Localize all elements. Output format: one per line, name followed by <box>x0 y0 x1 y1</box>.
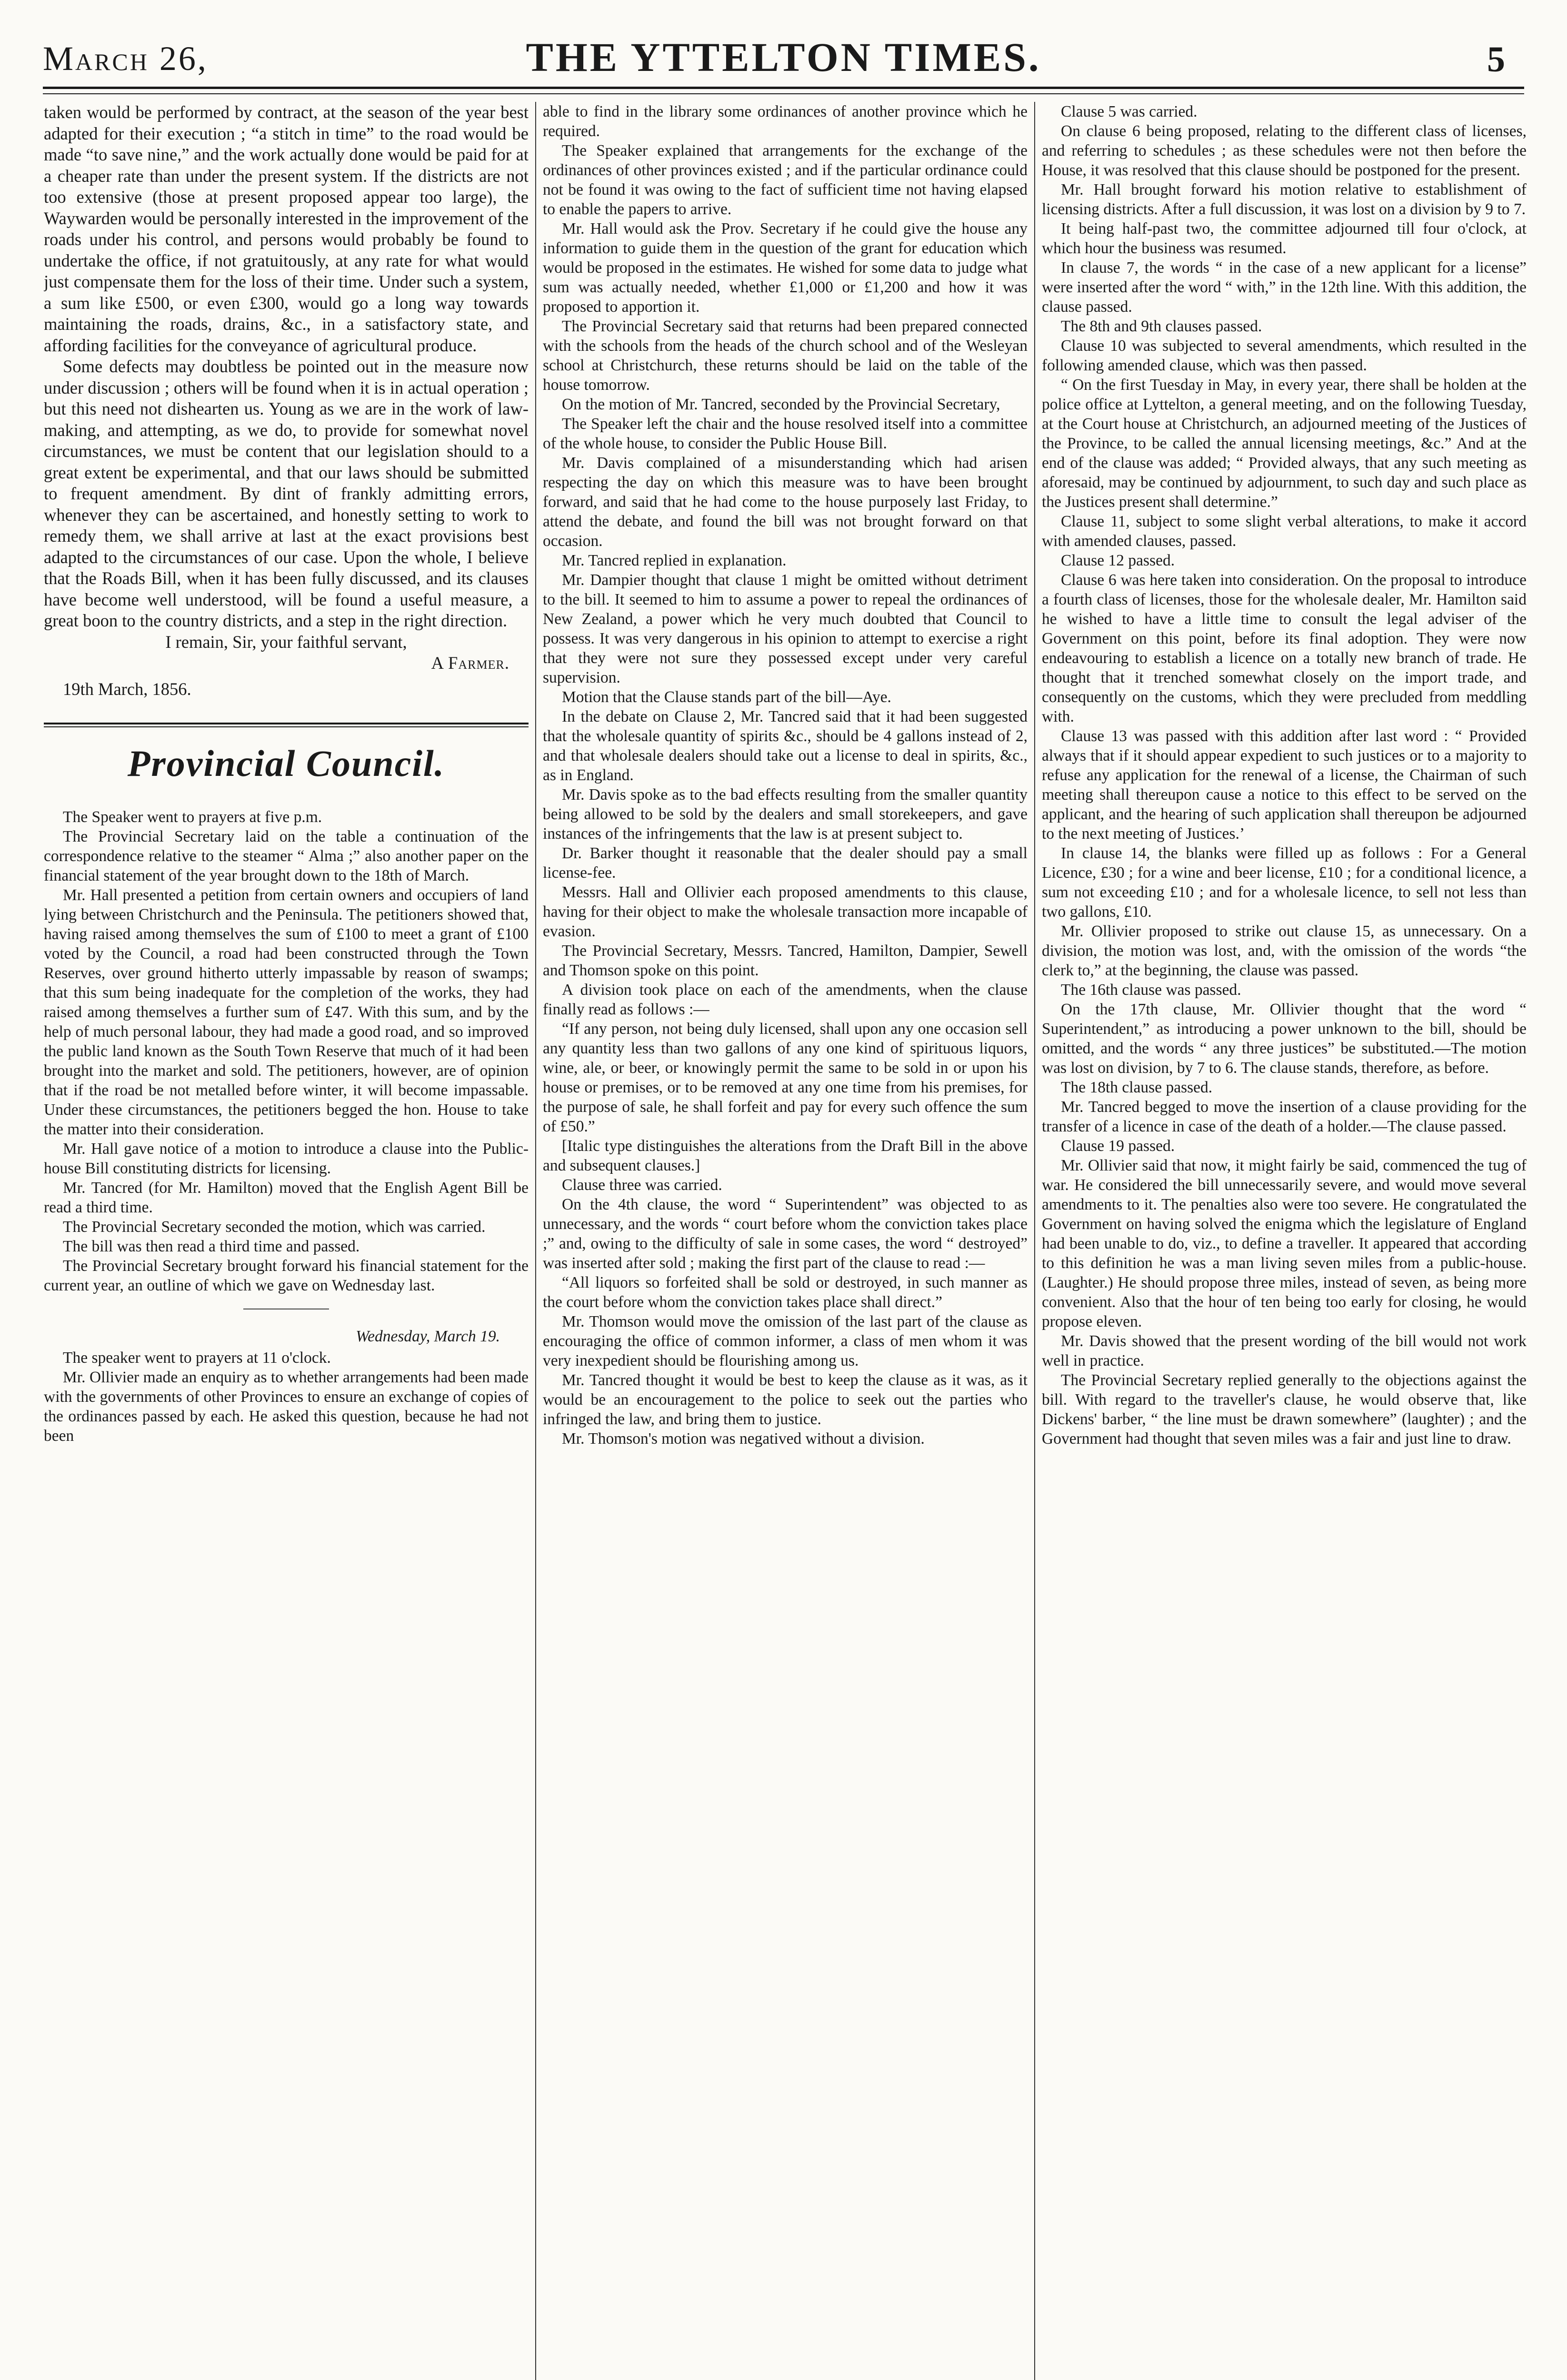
report-paragraph: Clause 12 passed. <box>1061 552 1175 569</box>
report-paragraph: The 16th clause was passed. <box>1061 981 1241 999</box>
column-1 <box>44 102 529 2380</box>
report-paragraph: The Provincial Secretary said that returns had been prepared connected with the schools from the heads of the church school and of the Wesleyan school at Christchurch, these returns should be laid on the table of the house tomorrow. <box>543 317 1028 394</box>
report-paragraph: Clause 11, subject to some slight verbal alterations, to make it accord with amended clauses, passed. <box>1042 513 1527 550</box>
report-paragraph: The 8th and 9th clauses passed. <box>1061 317 1262 335</box>
quoted-clause: “If any person, not being duly licensed, shall upon any one occasion sell any quantity less than two gallons of any one kind of spirituous liquors, wine, ale, or beer, or knowingly permit the same to be sold in or upon his house or premises, or to be removed at any one time from his premises, for the purpose of sale, he shall forfeit and pay for every such offence the sum of £50.” <box>543 1020 1028 1135</box>
council-paragraph: The Provincial Secretary laid on the table a continuation of the correspondence relative to the steamer “ Alma ;” also another paper on the financial statement of the year brought down to the 18th of March. <box>44 828 529 884</box>
column-divider-1 <box>535 102 536 2380</box>
masthead-rule-thick <box>43 87 1524 89</box>
report-paragraph: Mr. Ollivier said that now, it might fairly be said, commenced the tug of war. He considered the bill unnecessarily severe, and would move several amendments to it. The penalties also were too severe. He congratulated the Government on having solved the enigma which the legislature of England had been unable to do, viz., to define a traveller. It appeared that according to this definition he was a man living seven miles from a public-house. (Laughter.) He should propose three miles, instead of seven, as being more convenient. Also that the hour of ten being too early for closing, he would propose eleven. <box>1042 1157 1527 1330</box>
report-paragraph: Mr. Tancred thought it would be best to keep the clause as it was, as it would be an encouragement to the police to seek out the parties who infringed the law, and bring them to justice. <box>543 1371 1028 1428</box>
report-paragraph: The Provincial Secretary replied generally to the objections against the bill. With regard to the traveller's clause, he would observe that, like Dickens' barber, “ the line must be drawn somewhere” (laughter) ; and the Government had thought that seven miles was a fair and just line to draw. <box>1042 1371 1527 1448</box>
letter-paragraph-1: taken would be performed by contract, at the season of the year best adapted for their execution ; “a stitch in time” to the road would be made “to save nine,” and the work actually done would be paid for at a cheaper rate than under the present system. If the districts are not too extensive (those at present proposed appear too large), the Waywarden would be personally interested in the improvement of the roads under his control, and persons would probably be found to undertake the office, if not gratuitously, at any rate for what would just compensate them for the loss of their time. Under such a system, a sum like £500, or even £300, would go a long way towards maintaining the roads, drains, &c., in a satisfactory state, and affording facilities for the conveyance of agricultural produce. <box>44 102 529 355</box>
report-paragraph: A division took place on each of the amendments, when the clause finally read as follows :— <box>543 981 1028 1018</box>
council-paragraph: The Provincial Secretary brought forward his financial statement for the current year, an outline of which we gave on Wednesday last. <box>44 1257 529 1294</box>
report-paragraph: The Provincial Secretary, Messrs. Tancred, Hamilton, Dampier, Sewell and Thomson spoke on this point. <box>543 942 1028 979</box>
section-divider <box>44 723 529 724</box>
council-paragraph: The speaker went to prayers at 11 o'clock. <box>63 1349 331 1367</box>
report-paragraph: On the 4th clause, the word “ Superintendent” was objected to as unnecessary, and the words “ court before whom the conviction takes place ;” and, owing to the difficulty of sale in some cases, the word “ destroyed” was inserted after sold ; making the first part of the clause to read :— <box>543 1196 1028 1272</box>
report-paragraph: Mr. Davis complained of a misunderstanding which had arisen respecting the day on which this measure was to have been brought forward, and said that he had come to the house purposely last Friday, to attend the debate, and found the bill was not brought forward on that occasion. <box>543 454 1028 550</box>
report-paragraph: Messrs. Hall and Ollivier each proposed amendments to this clause, having for their object to make the wholesale transaction more incapable of evasion. <box>543 883 1028 940</box>
page-number: 5 <box>1487 40 1505 79</box>
report-paragraph: Mr. Thomson would move the omission of the last part of the clause as encouraging the office of common informer, a class of men whom it was very inexpedient should be flourishing among us. <box>543 1313 1028 1369</box>
report-paragraph: Mr. Davis spoke as to the bad effects resulting from the smaller quantity being allowed to be sold by the dealers and small storekeepers, and gave instances of the infringements that the law is at present subject to. <box>543 786 1028 843</box>
letter-date: 19th March, 1856. <box>63 679 191 699</box>
report-paragraph: Clause 6 was here taken into consideration. On the proposal to introduce a fourth class of licenses, those for the wholesale dealer, Mr. Hamilton said he wished to have a little time to consult the legal adviser of the Government on this point, before its final adoption. They were now endeavouring to establish a licence on a totally new branch of trade. He thought that it trenched somewhat closely on the import trade, and consequently on the customs, which they were precluded from meddling with. <box>1042 571 1527 725</box>
letter-signature: A Farmer. <box>431 653 509 673</box>
report-paragraph: In clause 7, the words “ in the case of a new applicant for a license” were inserted after the word “ with,” in the 12th line. With this addition, the clause passed. <box>1042 259 1527 316</box>
report-paragraph: Mr. Hall would ask the Prov. Secretary if he could give the house any information to guide them in the question of the grant for education which would be proposed in the estimates. He wished for some data to judge what sum was actually needed, whether £1,000 or £1,200 and how it was proposed to apportion it. <box>543 220 1028 316</box>
council-paragraph: The bill was then read a third time and passed. <box>63 1238 360 1255</box>
letter-paragraph-2: Some defects may doubtless be pointed out in the measure now under discussion ; others will be found when it is in actual operation ; but this need not dishearten us. Young as we are in the work of law-making, and attempting, as we do, to provide for somewhat novel circumstances, we must be content that our legislation should to a great extent be experimental, and that our laws should be submitted to frequent amendment. By dint of frankly admitting errors, whenever they can be ascertained, and honestly setting to work to remedy them, we shall arrive at last at the exact provisions best adapted to the circumstances of our case. Upon the whole, I believe that the Roads Bill, when it has been fully discussed, and its clauses have become well understood, will be found a useful measure, a great boon to the country districts, and a step in the right direction. <box>44 357 529 630</box>
report-paragraph: On clause 6 being proposed, relating to the different class of licenses, and referring to schedules ; as these schedules were not then before the House, it was resolved that this clause should be postponed for the present. <box>1042 122 1527 179</box>
report-paragraph: It being half-past two, the committee adjourned till four o'clock, at which hour the business was resumed. <box>1042 220 1527 257</box>
report-paragraph: On the motion of Mr. Tancred, seconded by the Provincial Secretary, <box>562 396 1000 413</box>
council-report <box>44 807 529 1446</box>
report-paragraph: Mr. Hall brought forward his motion relative to establishment of licensing districts. After a full discussion, it was lost on a division by 9 to 7. <box>1042 181 1527 218</box>
session-date: Wednesday, March 19. <box>356 1328 500 1345</box>
report-paragraph: Clause 13 was passed with this addition after last word : “ Provided always that if it should appear expedient to such justices or to a majority to refuse any application for the renewal of a license, the Chairman of such meeting shall thereupon cause a notice to this effect to be served on the applicant, and the hearing of such application shall thereupon be adjourned to the next meeting of Justices.’ <box>1042 727 1527 843</box>
report-paragraph: Clause three was carried. <box>562 1176 722 1194</box>
report-paragraph: Mr. Ollivier proposed to strike out clause 15, as unnecessary. On a division, the motion was lost, and, with the omission of the words “the clerk to,” at the beginning, the clause was passed. <box>1042 922 1527 979</box>
report-paragraph: The 18th clause passed. <box>1061 1079 1213 1096</box>
report-paragraph: able to find in the library some ordinances of another province which he required. <box>543 103 1028 140</box>
letter-closing: I remain, Sir, your faithful servant, <box>165 632 407 652</box>
report-paragraph: Mr. Davis showed that the present wording of the bill would not work well in practice. <box>1042 1332 1527 1369</box>
report-paragraph: Clause 10 was subjected to several amendments, which resulted in the following amended clause, which was then passed. <box>1042 337 1527 374</box>
council-paragraph: Mr. Ollivier made an enquiry as to whether arrangements had been made with the governments of other Provinces to ensure an exchange of copies of the ordinances passed by each. He asked this question, because he had not been <box>44 1368 529 1445</box>
section-heading: Provincial Council. <box>127 743 445 784</box>
report-paragraph: The Speaker explained that arrangements for the exchange of the ordinances of other provinces existed ; and if the particular ordinance could not be found it was owing to the fact of sufficient time not having elapsed to enable the papers to arrive. <box>543 142 1028 218</box>
quoted-clause: “All liquors so forfeited shall be sold or destroyed, in such manner as the court before whom the conviction takes place shall direct.” <box>543 1274 1028 1311</box>
editorial-note: [Italic type distinguishes the alterations from the Draft Bill in the above and subsequent clauses.] <box>543 1137 1028 1174</box>
report-paragraph: Clause 19 passed. <box>1061 1137 1175 1155</box>
council-paragraph: Mr. Hall gave notice of a motion to introduce a clause into the Public-house Bill constituting districts for licensing. <box>44 1140 529 1177</box>
report-paragraph: The Speaker left the chair and the house resolved itself into a committee of the whole house, to consider the Public House Bill. <box>543 415 1028 452</box>
report-paragraph: Motion that the Clause stands part of the bill—Aye. <box>562 688 891 706</box>
report-paragraph: In the debate on Clause 2, Mr. Tancred said that it had been suggested that the wholesale quantity of spirits &c., should be 4 gallons instead of 2, and that wholesale dealers should take out a license to deal in spirits, &c., as in England. <box>543 708 1028 784</box>
report-paragraph: Mr. Thomson's motion was negatived without a division. <box>562 1430 925 1448</box>
report-paragraph: In clause 14, the blanks were filled up as follows : For a General Licence, £30 ; for a wine and beer license, £10 ; for a conditional licence, a sum not exceeding £10 ; and for a wholesale licence, to sell not less than two gallons, £10. <box>1042 844 1527 921</box>
council-paragraph: The Provincial Secretary seconded the motion, which was carried. <box>63 1218 486 1236</box>
report-paragraph: Mr. Dampier thought that clause 1 might be omitted without detriment to the bill. It seemed to him to assume a power to repeal the ordinances of New Zealand, a power which he very much doubted that Council to possess. It was very dangerous in his opinion to attempt to exercise a right that they were not sure they possessed except under very careful supervision. <box>543 571 1028 686</box>
column-3 <box>1042 102 1527 2380</box>
report-paragraph: Dr. Barker thought it reasonable that the dealer should pay a small license-fee. <box>543 844 1028 882</box>
report-paragraph: Mr. Tancred begged to move the insertion of a clause providing for the transfer of a licence in case of the death of a holder.—The clause passed. <box>1042 1098 1527 1135</box>
report-paragraph: Clause 5 was carried. <box>1061 103 1198 120</box>
column-divider-2 <box>1034 102 1035 2380</box>
quoted-clause: “ On the first Tuesday in May, in every year, there shall be holden at the police office at Lyttelton, a general meeting, and on the following Tuesday, at the Court house at Christchurch, an adjourned meeting of the Justices of the Province, to be called the annual licensing meetings, &c.” And at the end of the clause was added; “ Provided always, that any such meeting as aforesaid, may be continued by adjournment, to such day and such place as the Justices present shall determine.” <box>1042 376 1527 511</box>
newspaper-title: THE YTTELTON TIMES. <box>526 34 1041 80</box>
council-paragraph: Mr. Hall presented a petition from certain owners and occupiers of land lying between Christchurch and the Peninsula. The petitioners showed that, having raised among themselves the sum of £100 to meet a grant of £100 voted by the Council, a road had been constructed through the Town Reserves, over ground hitherto utterly impassable by reason of swamps; that this sum being inadequate for the completion of the works, they had raised among themselves a further sum of £47. With this sum, and by the help of much personal labour, they had made a good road, and so improved the public land known as the South Town Reserve that much of it had been brought into the market and sold. The petitioners, however, are of opinion that if the road be not metalled before winter, it will become impassable. Under these circumstances, the petitioners begged the hon. House to take the matter into their consideration. <box>44 886 529 1138</box>
report-paragraph: Mr. Tancred replied in explanation. <box>562 552 787 569</box>
masthead-rule-thin <box>43 93 1524 94</box>
issue-date: March 26, <box>43 40 208 78</box>
council-paragraph: The Speaker went to prayers at five p.m. <box>63 808 322 826</box>
report-paragraph: On the 17th clause, Mr. Ollivier thought that the word “ Superintendent,” as introducing a power unknown to the bill, should be omitted, and the words “ any three justices” be substituted.—The motion was lost on division, by 7 to 6. The clause stands, therefore, as before. <box>1042 1001 1527 1077</box>
council-paragraph: Mr. Tancred (for Mr. Hamilton) moved that the English Agent Bill be read a third time. <box>44 1179 529 1216</box>
column-2 <box>543 102 1028 2380</box>
section-divider-thin <box>44 726 529 727</box>
